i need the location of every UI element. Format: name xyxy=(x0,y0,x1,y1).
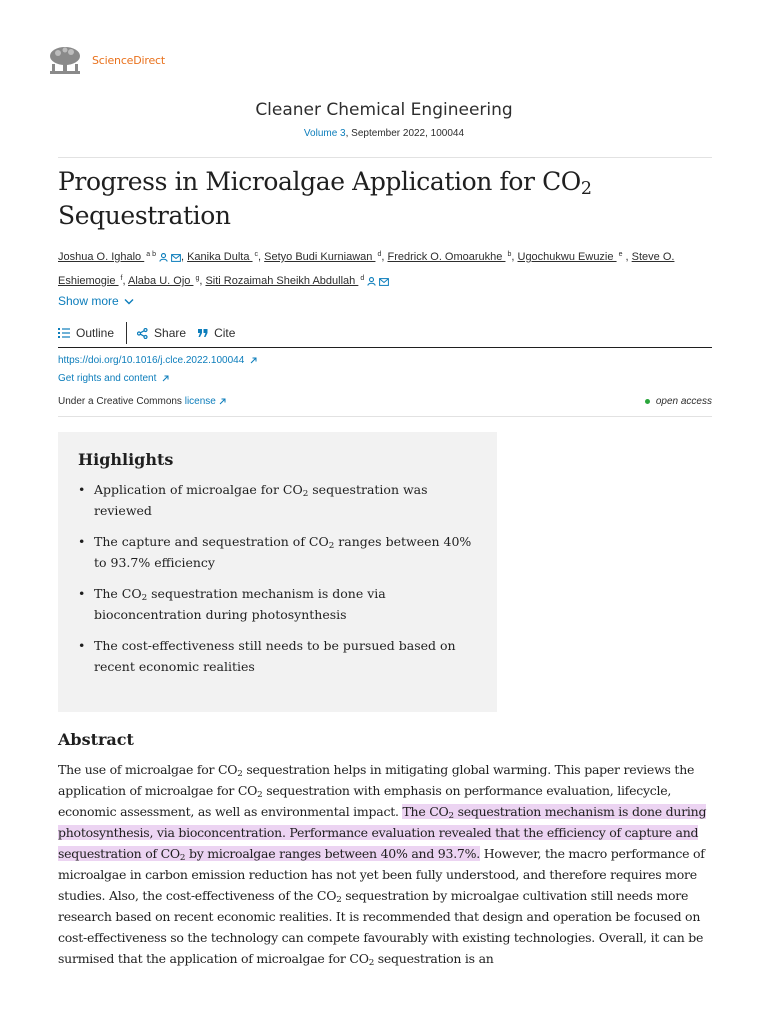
divider xyxy=(58,416,712,417)
sciencedirect-brand[interactable]: ScienceDirect xyxy=(92,53,165,67)
bullet-icon: • xyxy=(78,586,86,601)
affiliation-marker[interactable]: b xyxy=(507,251,512,258)
email-icon[interactable] xyxy=(171,249,181,269)
highlight-item: • The $CO_2$ sequestration mechanism is done via bioconcentration during photosynthesis xyxy=(78,583,477,625)
license-line xyxy=(58,396,226,407)
highlights-title: Highlights xyxy=(78,450,174,469)
external-link-icon xyxy=(162,375,169,382)
person-icon[interactable] xyxy=(159,249,168,269)
volume-link[interactable]: Volume 3 xyxy=(303,128,346,139)
issue-info: , September 2022, 100044 xyxy=(345,128,465,139)
chevron-down-icon xyxy=(124,298,134,305)
author-link[interactable]: Siti Rozaimah Sheikh Abdullah xyxy=(205,275,359,287)
author-separator: , xyxy=(258,251,265,263)
author-link[interactable]: Steve O. Eshiemogie xyxy=(58,251,675,287)
bullet-icon: • xyxy=(78,482,86,497)
author-link[interactable]: Ugochukwu Ewuzie xyxy=(517,251,617,263)
external-link-icon xyxy=(219,398,226,405)
affiliation-marker[interactable]: c xyxy=(254,251,259,258)
author-link[interactable]: Setyo Budi Kurniawan xyxy=(264,251,376,263)
site-header xyxy=(47,44,165,76)
license-link[interactable]: license xyxy=(185,396,226,407)
toolbar-underline xyxy=(58,347,712,348)
highlight-item: • Application of microalgae for $CO_2$ sequestration was reviewed xyxy=(78,479,477,521)
cite-label: Cite xyxy=(214,326,236,340)
cite-button[interactable] xyxy=(198,326,235,340)
author-separator: , xyxy=(511,251,518,263)
highlight-item: • The cost-effectiveness still needs to be pursued based on recent economic realities xyxy=(78,635,477,677)
share-label: Share xyxy=(154,326,187,340)
author-link[interactable]: Fredrick O. Omoarukhe xyxy=(387,251,506,263)
author-separator: , xyxy=(622,251,632,263)
open-access-label: open access xyxy=(655,396,712,407)
bullet-icon: • xyxy=(78,638,86,653)
affiliation-marker[interactable]: d xyxy=(360,275,365,282)
author-separator: , xyxy=(381,251,388,263)
article-toolbar xyxy=(58,320,235,346)
author-separator: , xyxy=(122,275,129,287)
doi-link[interactable] xyxy=(58,355,257,366)
show-more-button[interactable] xyxy=(58,294,134,308)
affiliation-marker[interactable]: d xyxy=(377,251,382,258)
author-separator: , xyxy=(199,275,206,287)
affiliation-marker[interactable]: g xyxy=(195,275,200,282)
quote-icon xyxy=(198,329,208,338)
toolbar-separator xyxy=(126,322,127,344)
external-link-icon xyxy=(250,357,257,364)
open-access-badge xyxy=(645,396,712,407)
share-icon xyxy=(137,328,148,339)
show-more-label: Show more xyxy=(58,294,119,308)
outline-button[interactable] xyxy=(58,326,114,340)
list-icon xyxy=(58,328,70,338)
journal-title[interactable]: Cleaner Chemical Engineering xyxy=(255,100,513,120)
author-separator: , xyxy=(180,251,188,263)
email-icon[interactable] xyxy=(379,273,389,293)
rights-text: Get rights and content xyxy=(58,373,157,384)
bullet-icon: • xyxy=(78,534,86,549)
person-icon[interactable] xyxy=(367,273,376,293)
rights-link[interactable] xyxy=(58,373,169,384)
abstract-text: The use of microalgae for $CO_2$ sequestration helps in mitigating global warming. This paper reviews the application of microalgae for $CO_2$ sequestration with emphasis on performance evaluation, lifecycle, economic assessment, as well as environmental impact. The $CO_2$ sequestration mechanism is done during photosynthesis, via bioconcentration. Performance evaluation revealed that the efficiency of capture and sequestration of $CO_2$ by microalgae ranges between 40% and 93.7%. However, the macro performance of microalgae in carbon emission reduction has not yet been fully understood, and therefore requires more studies. Also, the cost-effectiveness of the $CO_2$ sequestration by microalgae cultivation still needs more research based on recent economic realities. It is recommended that design and operation be focused on cost-effectiveness so the technology can compete favourably with existing technologies. Overall, it can be surmised that the application of microalgae for $CO_2$ sequestration is an xyxy=(58,762,707,968)
affiliation-marker[interactable]: f xyxy=(120,275,123,282)
highlights-list xyxy=(78,479,477,677)
open-access-dot-icon xyxy=(645,399,650,404)
affiliation-marker[interactable]: a b xyxy=(146,251,156,258)
outline-label: Outline xyxy=(76,326,115,340)
share-button[interactable] xyxy=(137,326,186,340)
highlights-box xyxy=(58,432,497,712)
license-prefix: Under a Creative Commons xyxy=(58,396,185,407)
author-list xyxy=(58,245,718,293)
author-link[interactable]: Kanika Dulta xyxy=(187,251,253,263)
elsevier-tree-logo[interactable] xyxy=(47,45,83,75)
doi-text: https://doi.org/10.1016/j.clce.2022.100044 xyxy=(58,355,245,366)
divider xyxy=(58,157,712,158)
author-link[interactable]: Joshua O. Ighalo xyxy=(58,251,145,263)
author-link[interactable]: Alaba U. Ojo xyxy=(128,275,194,287)
abstract-title: Abstract xyxy=(58,730,134,749)
article-title: Progress in Microalgae Application for $CO_2$ Sequestration xyxy=(58,167,592,230)
volume-info xyxy=(0,128,768,139)
highlight-item: • The capture and sequestration of $CO_2$ ranges between 40% to 93.7% efficiency xyxy=(78,531,477,573)
affiliation-marker[interactable]: e xyxy=(618,251,623,258)
highlighted-text: The $CO_2$ sequestration mechanism is done during photosynthesis, via bioconcentration. Performance evaluation revealed that the efficiency of capture and sequestration of $CO_2$ by microalgae ranges between 40% and 93.7%. xyxy=(58,804,707,863)
